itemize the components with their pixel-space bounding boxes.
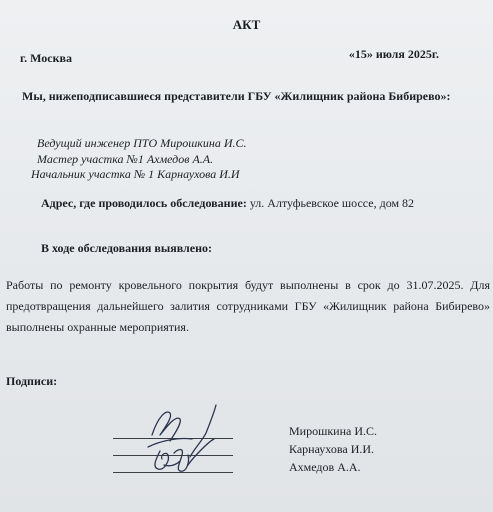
signatures-label: Подписи: bbox=[6, 374, 58, 388]
city-label: г. Москва bbox=[20, 51, 72, 65]
document-title: АКТ bbox=[232, 17, 261, 32]
commission-member-1: Ведущий инженер ПТО Мирошкина И.С. bbox=[37, 136, 247, 150]
commission-member-3: Начальник участка № 1 Карнаухова И.И bbox=[31, 167, 240, 181]
findings-label: В ходе обследования выявлено: bbox=[41, 241, 213, 255]
findings-paragraph: Работы по ремонту кровельного покрытия будут выполнены в срок до 31.07.2025. Для предотвращения дальнейшего залития сотрудниками ГБУ «Жилищник района Бибирево» выполнены охранные мероприятия. bbox=[6, 278, 490, 334]
intro-paragraph: Мы, нижеподписавшиеся представители ГБУ «Жилищник района Бибирево»: bbox=[22, 89, 451, 103]
address-label: Адрес, где проводилось обследование: bbox=[41, 196, 247, 210]
address-value: ул. Алтуфьевское шоссе, дом 82 bbox=[249, 196, 415, 210]
signatory-name-1: Мирошкина И.С. bbox=[289, 424, 378, 438]
signatory-name-3: Ахмедов А.А. bbox=[289, 460, 361, 474]
handwritten-signature bbox=[130, 395, 225, 480]
signatory-name-2: Карнаухова И.И. bbox=[289, 442, 375, 456]
commission-member-2: Мастер участка №1 Ахмедов А.А. bbox=[37, 152, 214, 166]
address-line bbox=[41, 196, 414, 211]
document-date: «15» июля 2025г. bbox=[348, 47, 439, 61]
